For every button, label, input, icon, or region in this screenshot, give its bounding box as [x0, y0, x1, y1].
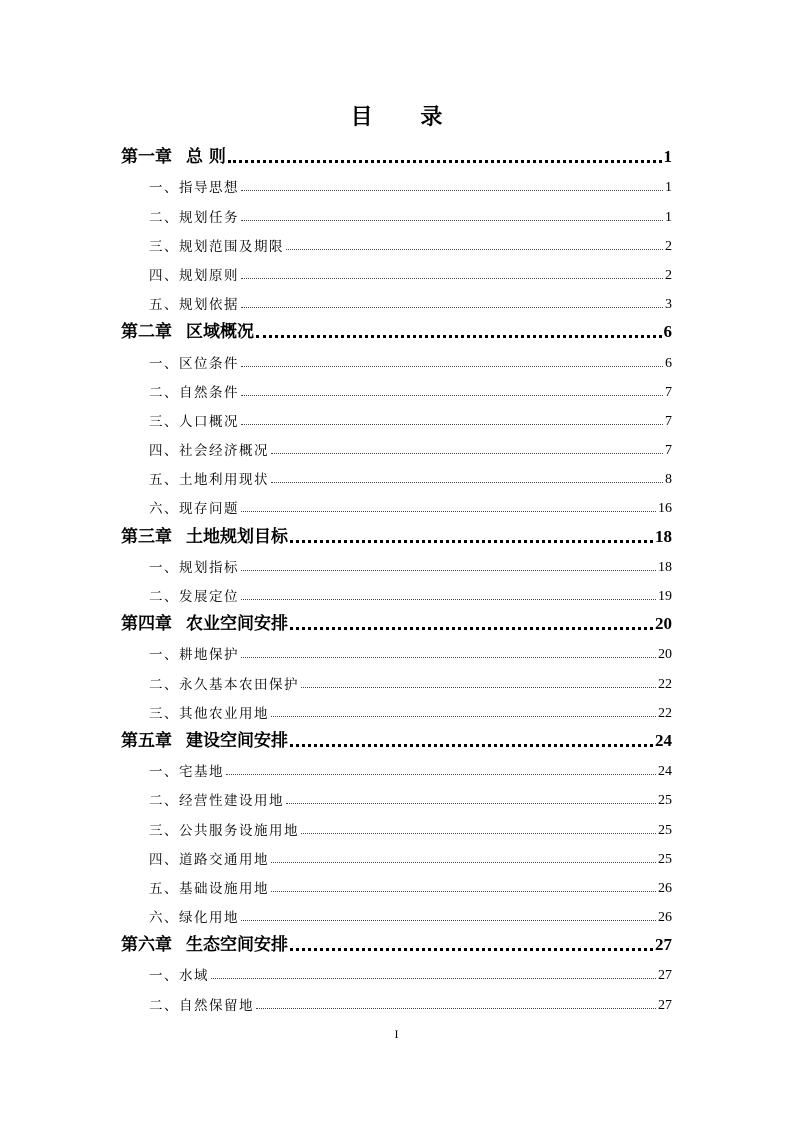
- dot-leader: [241, 190, 663, 191]
- toc-section-title: 一、宅基地: [149, 764, 224, 781]
- toc-page-number: 26: [658, 880, 672, 896]
- toc-page-number: 6: [663, 322, 672, 342]
- toc-page-number: 1: [665, 180, 672, 196]
- dot-leader: [256, 1008, 656, 1009]
- toc-page-number: 6: [665, 355, 672, 371]
- toc-page-number: 27: [658, 968, 672, 984]
- toc-section-title: 二、经营性建设用地: [149, 793, 284, 810]
- toc-section-entry[interactable]: [121, 490, 672, 519]
- toc-page-number: 7: [665, 443, 672, 459]
- toc-page-number: 18: [658, 559, 672, 575]
- toc-chapter-name: 生态空间安排: [186, 935, 288, 956]
- toc-section-entry[interactable]: [121, 899, 672, 928]
- toc-section-entry[interactable]: [121, 841, 672, 870]
- toc-page-number: 22: [658, 676, 672, 692]
- toc-chapter-number: 第四章: [121, 614, 172, 635]
- toc-page-number: 7: [665, 413, 672, 429]
- toc-chapter-name: 区域概况: [186, 322, 254, 343]
- toc-section-title: 四、社会经济概况: [149, 443, 269, 460]
- toc-section-entry[interactable]: [121, 957, 672, 986]
- toc-page-number: 27: [658, 997, 672, 1013]
- toc-chapter-entry[interactable]: [121, 140, 672, 169]
- dot-leader: [271, 453, 663, 454]
- toc-section-entry[interactable]: [121, 461, 672, 490]
- toc-page-number: 7: [665, 384, 672, 400]
- toc-chapter-name: 农业空间安排: [186, 614, 288, 635]
- dot-leader: [290, 948, 653, 951]
- toc-section-title: 三、人口概况: [149, 413, 239, 430]
- toc-section-title: 三、其他农业用地: [149, 705, 269, 722]
- toc-page-number: 20: [655, 614, 672, 634]
- toc-section-entry[interactable]: [121, 374, 672, 403]
- dot-leader: [256, 335, 662, 338]
- toc-section-title: 二、自然条件: [149, 384, 239, 401]
- toc-page-number: 1: [665, 209, 672, 225]
- toc-chapter-entry[interactable]: [121, 519, 672, 548]
- toc-section-entry[interactable]: [121, 578, 672, 607]
- toc-page-number: 18: [655, 526, 672, 546]
- table-of-contents: [121, 140, 672, 1016]
- toc-section-title: 一、指导思想: [149, 180, 239, 197]
- toc-chapter-title: [121, 522, 288, 549]
- toc-section-title: 五、基础设施用地: [149, 880, 269, 897]
- toc-page-number: 3: [665, 297, 672, 313]
- toc-chapter-title: [121, 726, 288, 753]
- toc-chapter-title: [121, 609, 288, 636]
- dot-leader: [301, 687, 656, 688]
- dot-leader: [271, 862, 656, 863]
- toc-section-title: 四、规划原则: [149, 267, 239, 284]
- toc-page-number: 24: [655, 730, 672, 750]
- toc-page-number: 25: [658, 851, 672, 867]
- dot-leader: [211, 978, 656, 979]
- toc-page-number: 8: [665, 472, 672, 488]
- toc-chapter-number: 第五章: [121, 730, 172, 751]
- dot-leader: [241, 511, 656, 512]
- toc-section-entry[interactable]: [121, 257, 672, 286]
- toc-section-title: 三、规划范围及期限: [149, 238, 284, 255]
- toc-section-entry[interactable]: [121, 811, 672, 840]
- dot-leader: [228, 160, 662, 163]
- toc-page-number: 2: [665, 267, 672, 283]
- toc-chapter-number: 第三章: [121, 526, 172, 547]
- toc-section-title: 三、公共服务设施用地: [149, 822, 299, 839]
- toc-chapter-name: 总 则: [186, 147, 226, 168]
- dot-leader: [301, 833, 656, 834]
- toc-section-entry[interactable]: [121, 228, 672, 257]
- toc-page-number: 19: [658, 589, 672, 604]
- toc-section-title: 五、土地利用现状: [149, 472, 269, 489]
- toc-section-entry[interactable]: [121, 549, 672, 578]
- toc-section-entry[interactable]: [121, 870, 672, 899]
- toc-section-title: 二、规划任务: [149, 209, 239, 226]
- toc-section-entry[interactable]: [121, 636, 672, 665]
- toc-section-entry[interactable]: [121, 753, 672, 782]
- toc-section-title: 二、发展定位: [149, 589, 239, 605]
- toc-chapter-name: 建设空间安排: [186, 730, 288, 751]
- toc-section-entry[interactable]: [121, 344, 672, 373]
- toc-chapter-number: 第二章: [121, 322, 172, 343]
- dot-leader: [241, 657, 656, 658]
- toc-page-number: 26: [658, 910, 672, 926]
- toc-chapter-title: [121, 142, 226, 169]
- toc-page-number: 20: [658, 647, 672, 663]
- toc-page-number: 22: [658, 705, 672, 721]
- dot-leader: [241, 599, 656, 600]
- toc-section-entry[interactable]: [121, 695, 672, 724]
- dot-leader: [290, 540, 653, 543]
- toc-section-title: 六、现存问题: [149, 501, 239, 518]
- dot-leader: [290, 744, 653, 747]
- toc-chapter-entry[interactable]: [121, 724, 672, 753]
- toc-chapter-entry[interactable]: [121, 607, 672, 636]
- dot-leader: [241, 220, 663, 221]
- toc-chapter-name: 土地规划目标: [186, 526, 288, 547]
- dot-leader: [241, 278, 663, 279]
- dot-leader: [271, 482, 663, 483]
- toc-section-title: 一、区位条件: [149, 355, 239, 372]
- toc-page-number: 2: [665, 238, 672, 254]
- toc-chapter-number: 第一章: [121, 147, 172, 168]
- toc-page-number: 1: [663, 147, 672, 167]
- toc-section-title: 五、规划依据: [149, 297, 239, 314]
- dot-leader: [241, 570, 656, 571]
- toc-page-number: 16: [658, 501, 672, 517]
- toc-page-number: 25: [658, 793, 672, 809]
- dot-leader: [241, 920, 656, 921]
- dot-leader: [271, 716, 656, 717]
- toc-section-entry[interactable]: [121, 169, 672, 198]
- toc-section-title: 六、绿化用地: [149, 910, 239, 927]
- toc-page-number: 25: [658, 822, 672, 838]
- page-number: I: [394, 1027, 399, 1041]
- toc-section-entry[interactable]: [121, 432, 672, 461]
- toc-section-entry[interactable]: [121, 986, 672, 1015]
- toc-section-title: 二、自然保留地: [149, 997, 254, 1014]
- toc-section-title: 一、耕地保护: [149, 647, 239, 664]
- dot-leader: [290, 627, 653, 630]
- toc-page-number: 27: [655, 935, 672, 955]
- dot-leader: [286, 803, 656, 804]
- toc-chapter-number: 第六章: [121, 935, 172, 956]
- page-title: 目 录: [350, 104, 463, 130]
- toc-section-title: 四、道路交通用地: [149, 851, 269, 868]
- toc-page-number: 24: [658, 764, 672, 780]
- toc-chapter-entry[interactable]: [121, 928, 672, 957]
- toc-section-entry[interactable]: [121, 782, 672, 811]
- toc-section-title: 一、规划指标: [149, 559, 239, 576]
- toc-chapter-title: [121, 317, 254, 344]
- toc-chapter-title: [121, 930, 288, 957]
- dot-leader: [271, 891, 656, 892]
- dot-leader: [241, 366, 663, 367]
- dot-leader: [241, 395, 663, 396]
- toc-section-entry[interactable]: [121, 286, 672, 315]
- dot-leader: [241, 307, 663, 308]
- dot-leader: [226, 774, 656, 775]
- dot-leader: [241, 424, 663, 425]
- toc-section-entry[interactable]: [121, 665, 672, 694]
- toc-section-title: 二、永久基本农田保护: [149, 676, 299, 693]
- toc-chapter-entry[interactable]: [121, 315, 672, 344]
- dot-leader: [286, 249, 663, 250]
- toc-section-entry[interactable]: [121, 198, 672, 227]
- toc-section-entry[interactable]: [121, 403, 672, 432]
- toc-section-title: 一、水域: [149, 968, 209, 985]
